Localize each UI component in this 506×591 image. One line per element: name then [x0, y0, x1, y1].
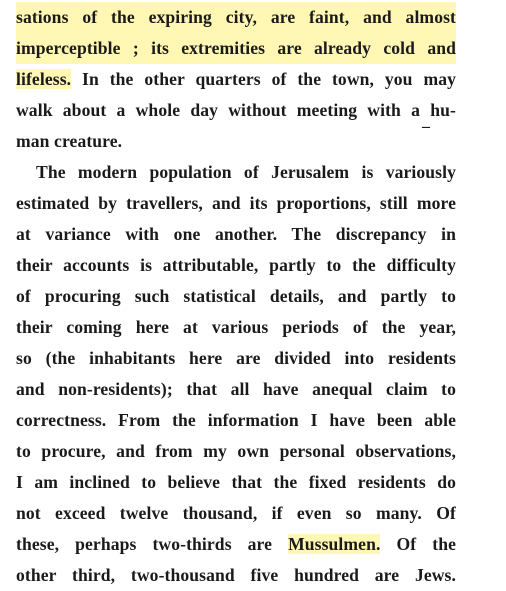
text-line-3 — [16, 64, 456, 95]
text-line-13: and non-residents); that all have anequal claim to — [16, 379, 456, 399]
text-line-11: their coming here at various periods of the year, — [16, 317, 456, 337]
text-line-6-paragraph-start: The modern population of Jerusalem is variously — [36, 162, 456, 182]
text-line-19: other third, two-thousand five hundred are Jews. — [16, 565, 456, 585]
text-line-10: of procuring such statistical details, and partly to — [16, 286, 456, 306]
text-line-1: sations of the expiring city, are faint, and almost — [16, 2, 456, 33]
text-line-18-start: these, perhaps two-thirds are — [16, 534, 289, 554]
text-line-7: estimated by travellers, and its proportions, still more — [16, 193, 456, 213]
stray-mark: – — [422, 118, 430, 135]
text-line-18-end: Of the — [380, 534, 456, 554]
text-line-8: at variance with one another. The discrepancy in — [16, 224, 456, 244]
text-line-5: man creature. — [16, 131, 123, 151]
text-line-15: to procure, and from my own personal observations, — [16, 441, 456, 461]
text-line-17: not exceed twelve thousand, if even so many. Of — [16, 503, 456, 523]
text-line-4: walk about a whole day without meeting with a hu- — [16, 100, 456, 120]
text-line-3-rest: In the other quarters of the town, you may — [71, 69, 456, 89]
text-line-2: imperceptible ; its extremities are already cold and — [16, 33, 456, 64]
highlighted-word-lifeless: lifeless. — [16, 69, 72, 89]
text-line-18 — [16, 529, 456, 560]
text-line-12: so (the inhabitants here are divided into residents — [16, 348, 456, 368]
text-line-14: correctness. From the information I have been able — [16, 410, 456, 430]
highlighted-word-mussulmen: Mussulmen. — [288, 534, 381, 554]
text-line-16: I am inclined to believe that the fixed residents do — [16, 472, 456, 492]
text-line-9: their accounts is attributable, partly to the difficulty — [16, 255, 456, 275]
